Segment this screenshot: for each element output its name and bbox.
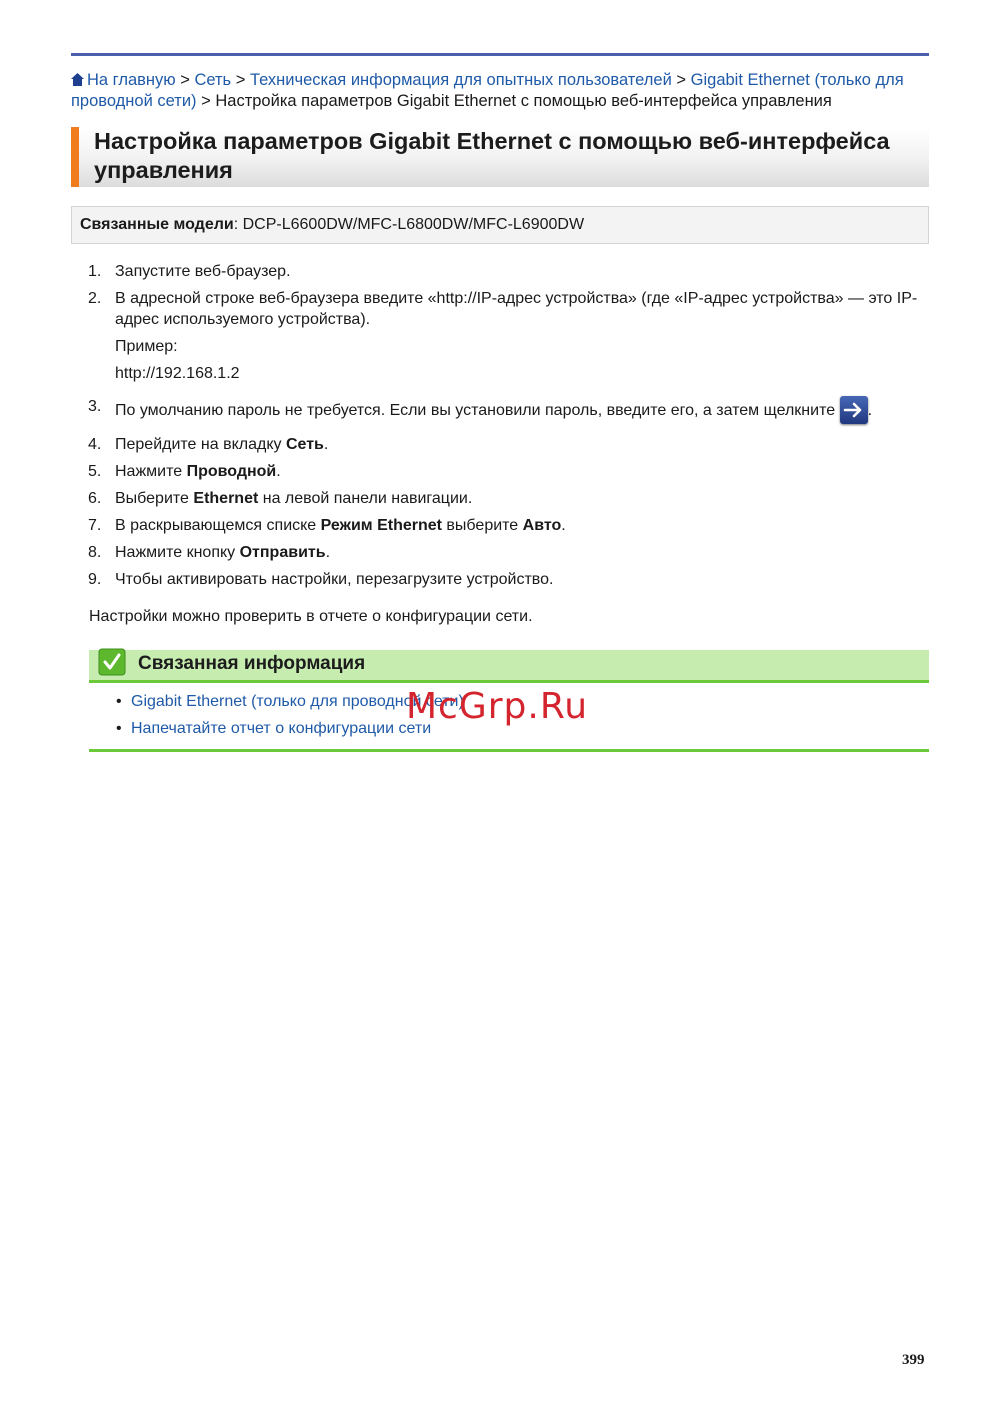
- step-item: [71, 434, 921, 455]
- title-accent-bar: [71, 127, 79, 187]
- step-item: [71, 569, 921, 590]
- step-number: 1.: [88, 263, 102, 280]
- watermark: McGrp.Ru: [406, 686, 589, 727]
- ui-term: Ethernet: [193, 490, 259, 507]
- step-text: .: [325, 544, 331, 561]
- page-title-box: [71, 127, 929, 187]
- step-text: .: [561, 517, 566, 534]
- related-info-header: [89, 650, 929, 683]
- step-text: Запустите веб-браузер.: [115, 263, 291, 280]
- step-item: [71, 515, 921, 536]
- example-value: http://192.168.1.2: [115, 365, 240, 382]
- note-text: Настройки можно проверить в отчете о конфигурации сети.: [89, 608, 533, 625]
- breadcrumb-sep: >: [231, 71, 250, 89]
- breadcrumb-home[interactable]: На главную: [87, 71, 176, 89]
- example-label: Пример:: [115, 338, 178, 355]
- step-text: Нажмите: [115, 463, 187, 480]
- page-title: Настройка параметров Gigabit Ethernet с помощью веб-интерфейса управления: [94, 128, 890, 183]
- bullet: •: [116, 720, 122, 737]
- breadcrumb-sep: >: [196, 92, 216, 110]
- step-text: Перейдите на вкладку: [115, 436, 286, 453]
- arrow-right-icon: [840, 396, 868, 424]
- step-text: Чтобы активировать настройки, перезагрузите устройство.: [115, 571, 554, 588]
- step-number: 5.: [88, 463, 102, 480]
- related-link-gigabit[interactable]: Gigabit Ethernet (только для проводной сети): [131, 693, 464, 710]
- related-models-box: [71, 206, 929, 244]
- step-item: [71, 288, 921, 384]
- related-bottom-rule: [89, 749, 929, 752]
- step-text: В адресной строке веб-браузера введите «http://IP-адрес устройства» (где «IP-адрес устройства» — это IP-адрес используемого устройства).: [115, 290, 918, 328]
- step-text: выберите: [441, 517, 523, 534]
- step-number: 9.: [88, 571, 102, 588]
- step-item: [71, 461, 921, 482]
- step-text: .: [323, 436, 329, 453]
- step-number: 8.: [88, 544, 102, 561]
- bullet: •: [116, 693, 122, 710]
- step-number: 6.: [88, 490, 102, 507]
- step-text: Нажмите кнопку: [115, 544, 240, 561]
- checkmark-icon: [98, 648, 126, 676]
- step-number: 4.: [88, 436, 102, 453]
- step-text: на левой панели навигации.: [258, 490, 473, 507]
- breadcrumb: [71, 70, 933, 112]
- breadcrumb-sep: >: [671, 71, 691, 89]
- breadcrumb-sep: >: [175, 71, 195, 89]
- step-text: Выберите: [115, 490, 194, 507]
- home-icon[interactable]: [71, 73, 84, 86]
- ui-term: Режим Ethernet: [320, 517, 442, 534]
- step-number: 3.: [88, 398, 102, 415]
- ui-term: Отправить: [239, 544, 326, 561]
- top-rule: [71, 53, 929, 56]
- step-item: [71, 396, 921, 424]
- related-info-title: Связанная информация: [138, 653, 366, 674]
- step-end: .: [867, 402, 873, 419]
- page-number: 399: [902, 1352, 925, 1368]
- related-link-network-report[interactable]: Напечатайте отчет о конфигурации сети: [131, 720, 432, 737]
- step-item: [71, 261, 921, 282]
- step-text: По умолчанию пароль не требуется. Если вы установили пароль, введите его, а затем щелкните: [115, 402, 840, 419]
- step-number: 2.: [88, 290, 102, 307]
- ui-term: Сеть: [285, 436, 324, 453]
- step-item: [71, 542, 921, 563]
- breadcrumb-current: Настройка параметров Gigabit Ethernet с помощью веб-интерфейса управления: [215, 92, 832, 110]
- ui-term: Авто: [522, 517, 562, 534]
- step-item: [71, 488, 921, 509]
- step-number: 7.: [88, 517, 102, 534]
- step-text: .: [276, 463, 281, 480]
- breadcrumb-link-gigabit[interactable]: Gigabit Ethernet (только для проводной сети): [71, 71, 904, 110]
- breadcrumb-link-tech-info[interactable]: Техническая информация для опытных пользователей: [249, 71, 672, 89]
- related-models-value: : DCP-L6600DW/MFC-L6800DW/MFC-L6900DW: [233, 216, 585, 233]
- ui-term: Проводной: [186, 463, 277, 480]
- steps-list: [71, 261, 921, 596]
- breadcrumb-link-network[interactable]: Сеть: [194, 71, 232, 89]
- related-models-label: Связанные модели: [80, 216, 234, 233]
- step-text: В раскрывающемся списке: [115, 517, 321, 534]
